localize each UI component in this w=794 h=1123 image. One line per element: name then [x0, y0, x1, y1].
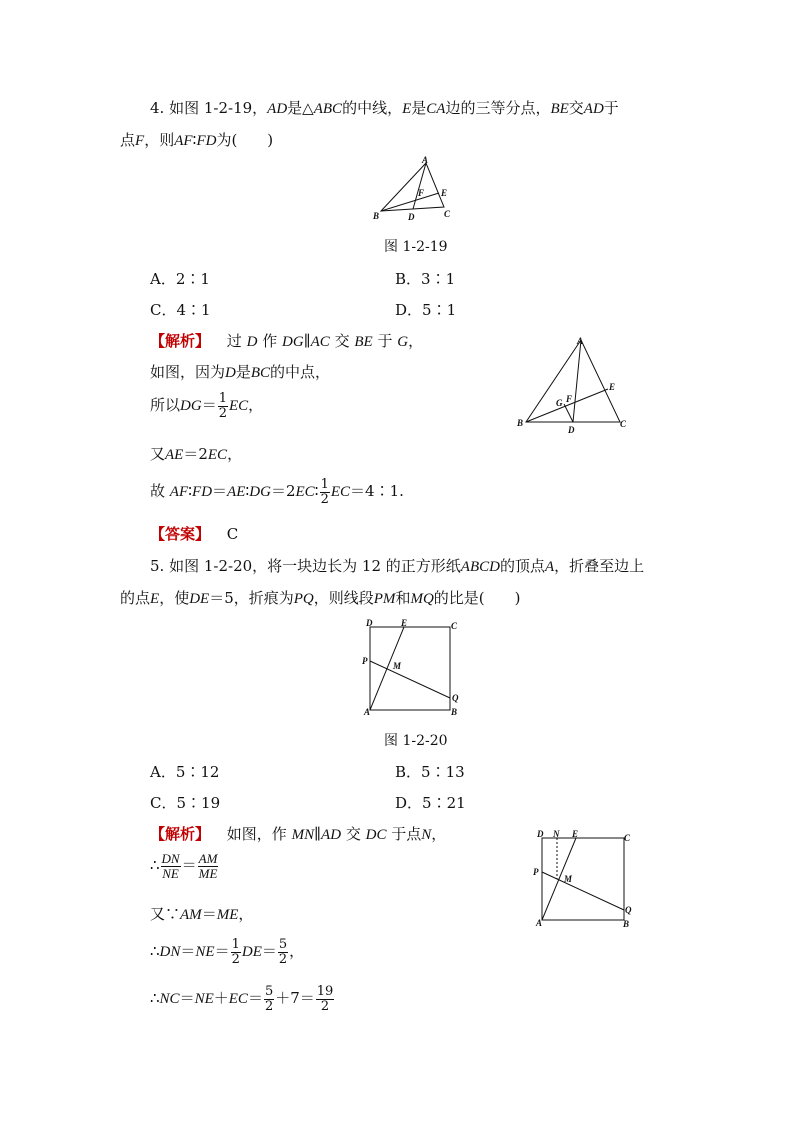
- label-a: A: [577, 336, 584, 346]
- fraction-one-half: $\frac{1}{2}$: [231, 937, 240, 967]
- triangle-abc: [381, 163, 444, 211]
- fraction-five-halves: $\frac{5}{2}$: [278, 937, 288, 967]
- label-d: D: [568, 425, 575, 435]
- fraction-one-half: $\frac{1}{2}$: [218, 391, 227, 421]
- fraction-nineteen-halves: $\frac{19}{2}$: [316, 984, 334, 1014]
- label-m: M: [393, 661, 402, 671]
- option-a: A．2∶1: [150, 270, 210, 288]
- q5-stem-line1: 5. 如图 1-2-20，将一块边长为 12 的正方形纸ABCD的顶点A，折叠至边上: [150, 557, 645, 575]
- label-e: E: [609, 382, 616, 392]
- option-c: C．4∶1: [150, 301, 211, 319]
- q4-stem-line2: 点F，则AF∶FD为( ): [120, 131, 274, 149]
- median-ad: [573, 340, 581, 422]
- label-b: B: [451, 707, 458, 717]
- square-abcd: [542, 838, 624, 920]
- triangle-abc: [526, 340, 620, 422]
- option-a: A．5∶12: [150, 763, 220, 781]
- square-abcd: [370, 627, 450, 710]
- option-c: C．5∶19: [150, 794, 221, 812]
- label-b: B: [623, 919, 630, 929]
- label-c: C: [444, 209, 451, 219]
- q5-analysis-line4: ∴DN＝NE＝ $\frac{1}{2}$ DE＝ $\frac{5}{2}$ ，: [150, 937, 305, 967]
- label-c: C: [451, 621, 458, 631]
- q4-answer: [150, 523, 238, 544]
- label-b: B: [517, 418, 524, 428]
- q5-analysis-line1: 【解析】 如图，作 MN∥AD 交 DC 于点N，: [150, 825, 447, 843]
- label-c: C: [620, 419, 627, 429]
- figure-analysis-square: [530, 826, 638, 934]
- q5-analysis-line3: 又∵AM＝ME，: [150, 905, 254, 923]
- analysis-tag: 【解析】: [150, 825, 211, 843]
- fraction-five-halves: $\frac{5}{2}$: [264, 984, 274, 1014]
- q5-analysis-line5: ∴NC＝NE＋EC＝ $\frac{5}{2}$ ＋7＝ $\frac{19}{2}$: [150, 984, 334, 1014]
- label-q: Q: [452, 693, 459, 703]
- q4-analysis-line5: 故 AF∶FD＝AE∶DG＝2EC∶ $\frac{1}{2}$ EC＝4∶1.: [150, 477, 404, 507]
- label-p: P: [362, 656, 368, 666]
- label-e: E: [441, 188, 448, 198]
- q4-stem-line1: 4. 如图 1-2-19，AD是△ABC的中线，E是CA边的三等分点，BE交AD于: [150, 99, 619, 117]
- q5-analysis-line2: ∴ $\frac{DN}{NE}$ ＝ $\frac{AM}{ME}$: [150, 851, 218, 881]
- label-a: A: [422, 155, 429, 165]
- option-b: B．3∶1: [395, 270, 456, 288]
- label-b: B: [373, 211, 380, 221]
- label-a: A: [364, 707, 371, 717]
- label-n: N: [553, 829, 560, 839]
- q4-analysis-line1: 【解析】 过 D 作 DG∥AC 交 BE 于 G，: [150, 332, 424, 350]
- label-m: M: [564, 874, 573, 884]
- figure-1-2-19: [365, 155, 465, 225]
- answer-value: C: [226, 525, 239, 543]
- q4-analysis-line3: 所以DG＝ $\frac{1}{2}$ EC，: [150, 391, 264, 421]
- option-b: B．5∶13: [395, 763, 465, 781]
- q5-stem-line2: 的点E，使DE＝5，折痕为PQ，则线段PM和MQ的比是( ): [120, 589, 521, 607]
- answer-tag: 【答案】: [150, 525, 211, 543]
- label-q: Q: [625, 905, 632, 915]
- label-p: P: [533, 867, 539, 877]
- label-d: D: [537, 829, 544, 839]
- figure-analysis-triangle: [512, 332, 637, 437]
- label-a: A: [536, 918, 543, 928]
- label-f: F: [566, 394, 573, 404]
- segment-dg: [564, 404, 573, 422]
- analysis-tag: 【解析】: [150, 332, 211, 350]
- label-d: D: [408, 212, 415, 222]
- label-e: E: [401, 618, 408, 628]
- figure-1-2-20: [360, 615, 465, 720]
- label-g: G: [556, 398, 563, 408]
- fraction-one-half: $\frac{1}{2}$: [320, 477, 329, 507]
- figure-caption: 图 1-2-20: [384, 733, 448, 749]
- option-d: D．5∶21: [395, 794, 466, 812]
- label-e: E: [572, 829, 579, 839]
- label-c: C: [624, 833, 631, 843]
- label-f: F: [418, 188, 425, 198]
- q4-analysis-line2: 如图，因为D是BC的中点，: [150, 363, 331, 381]
- label-d: D: [366, 618, 373, 628]
- option-d: D．5∶1: [395, 301, 457, 319]
- figure-caption: 图 1-2-19: [384, 239, 448, 255]
- q4-analysis-line4: 又AE＝2EC，: [150, 445, 243, 463]
- fraction-dn-ne: $\frac{DN}{NE}$: [161, 851, 180, 881]
- fraction-am-me: $\frac{AM}{ME}$: [198, 851, 218, 881]
